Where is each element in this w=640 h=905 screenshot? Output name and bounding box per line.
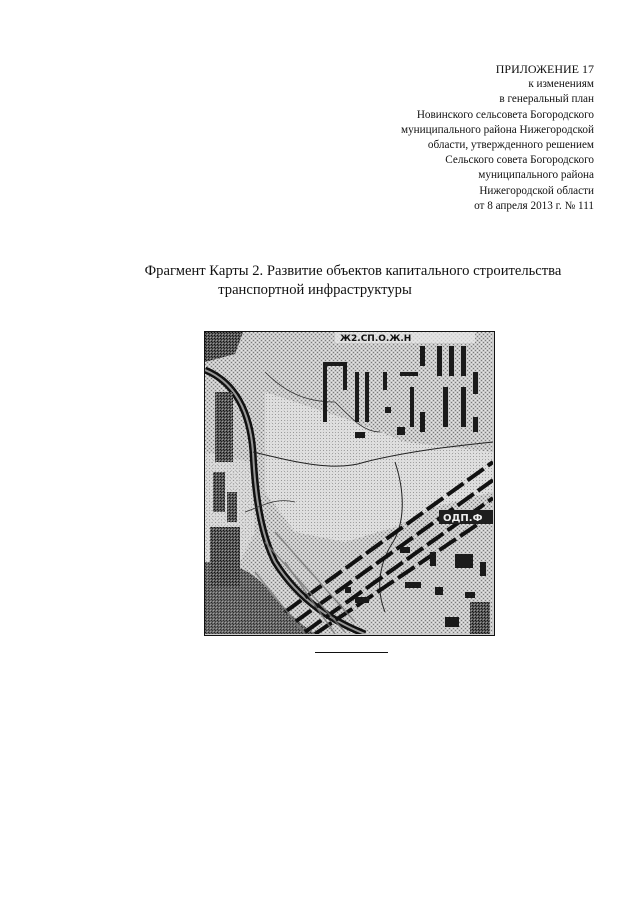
map-zone-label-top: Ж2.СП.О.Ж.Н [340, 334, 412, 344]
title-line-2: транспортной инфраструктуры [218, 282, 412, 298]
appendix-title: ПРИЛОЖЕНИЕ 17 [495, 62, 594, 76]
map-image [205, 332, 493, 634]
map-fragment [204, 331, 495, 636]
end-rule [315, 652, 388, 653]
parcel [470, 602, 490, 634]
appendix-line: муниципального района [478, 169, 594, 182]
title-line-1: Фрагмент Карты 2. Развитие объектов капитального строительства [144, 263, 562, 279]
appendix-line: к изменениям [528, 78, 594, 91]
map-zone-label-right: ОДП.Ф [443, 513, 483, 524]
appendix-line: области, утвержденного решением [427, 139, 594, 152]
appendix-header [401, 62, 594, 214]
appendix-line: муниципального района Нижегородской [400, 123, 594, 136]
appendix-line: Нижегородской области [479, 184, 594, 197]
appendix-date-line: от 8 апреля 2013 г. № 111 [474, 199, 594, 212]
appendix-line: Новинского сельсовета Богородского [416, 108, 594, 121]
appendix-line: в генеральный план [499, 93, 594, 106]
document-title [0, 262, 640, 300]
appendix-line: Сельского совета Богородского [445, 154, 594, 167]
